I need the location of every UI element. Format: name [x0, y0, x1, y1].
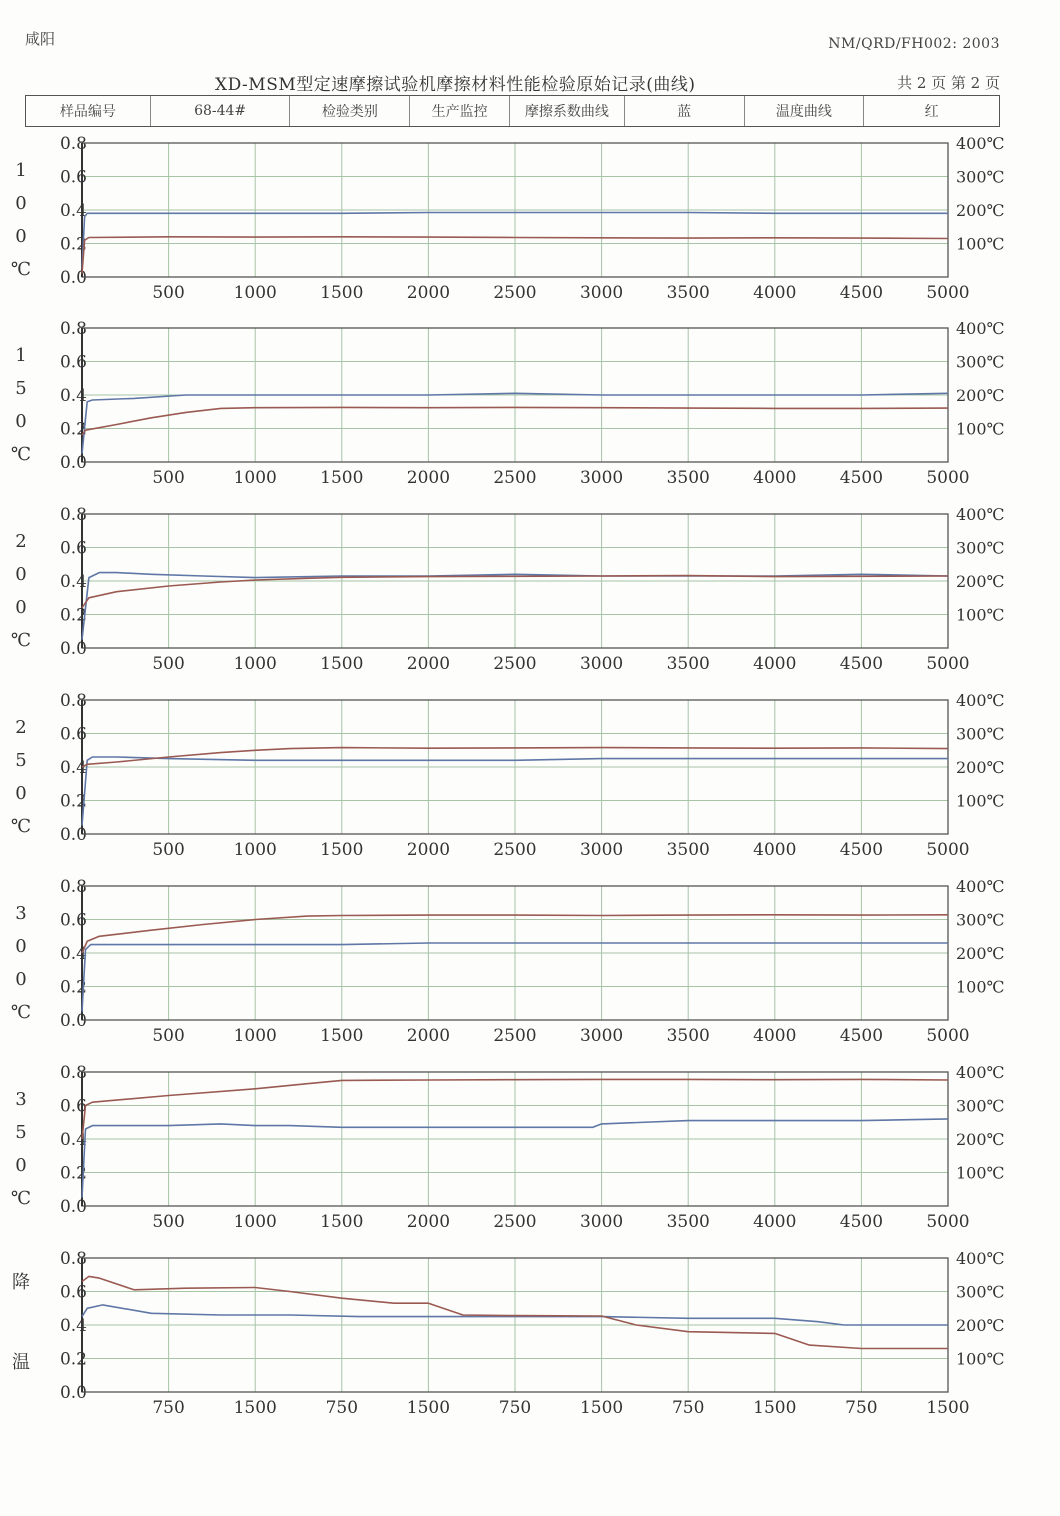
y-right-tick-label: 300℃ [956, 352, 1005, 372]
x-tick-label: 500 [152, 654, 185, 674]
chart-panel-5 [11, 1063, 1005, 1232]
y-left-tick-label: 0.2 [59, 605, 87, 626]
side-label-char: 0 [15, 1155, 27, 1176]
side-label-char: 温 [12, 1352, 30, 1373]
x-tick-label: 5000 [926, 468, 970, 488]
y-right-tick-label: 100℃ [956, 1349, 1005, 1369]
side-label-char: 5 [15, 378, 27, 399]
x-tick-label: 5000 [926, 654, 970, 674]
y-right-tick-label: 300℃ [956, 910, 1005, 930]
y-right-tick-label: 100℃ [956, 234, 1005, 254]
y-right-tick-label: 300℃ [956, 1096, 1005, 1116]
x-tick-label: 2000 [406, 654, 451, 674]
y-right-tick-label: 400℃ [956, 1063, 1005, 1082]
x-tick-label: 1500 [579, 1398, 624, 1418]
x-tick-label: 3500 [666, 654, 710, 674]
y-left-tick-label: 0.4 [59, 1130, 87, 1150]
y-left-tick-label: 0.8 [59, 505, 87, 525]
x-tick-label: 1500 [406, 1398, 451, 1418]
y-left-tick-label: 0.8 [59, 134, 87, 154]
x-tick-label: 1500 [753, 1398, 797, 1418]
y-left-tick-label: 0.8 [59, 319, 87, 339]
y-left-tick-label: 0.4 [59, 1316, 87, 1336]
page-title: XD-MSM型定速摩擦试验机摩擦材料性能检验原始记录(曲线) [215, 75, 696, 95]
info-cell-1: 68-44# [151, 96, 291, 126]
x-tick-label: 2000 [406, 1026, 451, 1046]
x-tick-label: 2500 [493, 468, 537, 488]
x-tick-label: 2500 [493, 654, 537, 674]
x-tick-label: 1500 [320, 1026, 364, 1046]
x-tick-label: 750 [325, 1398, 359, 1418]
side-label-char: 2 [15, 717, 27, 738]
x-tick-label: 1500 [320, 468, 364, 488]
x-tick-label: 5000 [926, 283, 970, 303]
x-tick-label: 2000 [406, 468, 451, 488]
x-tick-label: 1500 [320, 840, 364, 860]
side-label-char: 5 [15, 1122, 27, 1143]
side-label-char: ℃ [10, 444, 32, 465]
y-left-tick-label: 0.2 [59, 234, 87, 255]
x-tick-label: 1500 [320, 283, 364, 303]
y-left-tick-label: 0.0 [59, 639, 87, 659]
x-tick-label: 4500 [839, 840, 884, 860]
y-right-tick-label: 300℃ [956, 724, 1005, 744]
x-tick-label: 3000 [579, 654, 624, 674]
y-left-tick-label: 0.6 [59, 1282, 87, 1303]
x-tick-label: 2000 [406, 283, 451, 303]
y-right-tick-label: 100℃ [956, 419, 1005, 439]
side-label-char: ℃ [10, 1188, 32, 1209]
info-cell-6: 温度曲线 [745, 96, 865, 126]
x-tick-label: 1000 [233, 654, 277, 674]
x-tick-label: 4500 [839, 1212, 884, 1232]
x-tick-label: 3500 [666, 1212, 710, 1232]
y-right-tick-label: 300℃ [956, 538, 1005, 558]
info-cell-3: 生产监控 [410, 96, 510, 126]
y-right-tick-label: 100℃ [956, 977, 1005, 997]
y-right-tick-label: 400℃ [956, 877, 1005, 896]
x-tick-label: 3500 [666, 840, 710, 860]
x-tick-label: 1500 [320, 654, 364, 674]
x-tick-label: 750 [845, 1398, 878, 1418]
chart-panel-3 [11, 691, 1005, 860]
x-tick-label: 3000 [579, 1212, 624, 1232]
x-tick-label: 500 [152, 283, 185, 303]
y-left-tick-label: 0.2 [59, 1163, 87, 1184]
chart-panel-4 [11, 877, 1005, 1046]
x-tick-label: 500 [152, 1212, 185, 1232]
y-right-tick-label: 400℃ [956, 134, 1005, 153]
x-tick-label: 5000 [926, 1026, 970, 1046]
y-right-tick-label: 400℃ [956, 319, 1005, 338]
y-left-tick-label: 0.0 [59, 1383, 87, 1403]
side-label-char: 0 [15, 193, 27, 214]
x-tick-label: 2500 [493, 1026, 537, 1046]
info-cell-2: 检验类别 [290, 96, 410, 126]
x-tick-label: 500 [152, 840, 185, 860]
y-right-tick-label: 200℃ [956, 1130, 1005, 1149]
y-left-tick-label: 0.4 [59, 944, 87, 964]
y-left-tick-label: 0.6 [59, 724, 87, 745]
x-tick-label: 4000 [753, 654, 797, 674]
y-left-tick-label: 0.4 [59, 386, 87, 406]
y-right-tick-label: 400℃ [956, 1249, 1005, 1268]
page-info: 共 2 页 第 2 页 [897, 74, 1000, 92]
y-left-tick-label: 0.2 [59, 1349, 87, 1370]
y-left-tick-label: 0.6 [59, 538, 87, 559]
y-left-tick-label: 0.6 [59, 910, 87, 931]
x-tick-label: 4000 [753, 840, 797, 860]
x-tick-label: 4500 [839, 1026, 884, 1046]
x-tick-label: 3000 [579, 283, 624, 303]
x-tick-label: 4500 [839, 654, 884, 674]
side-label-char: ℃ [10, 816, 32, 837]
x-tick-label: 3500 [666, 468, 710, 488]
y-right-tick-label: 300℃ [956, 167, 1005, 187]
y-right-tick-label: 100℃ [956, 1163, 1005, 1183]
y-left-tick-label: 0.8 [59, 877, 87, 897]
x-tick-label: 1500 [233, 1398, 277, 1418]
side-label-char: 降 [12, 1272, 30, 1293]
city-label: 咸阳 [25, 30, 56, 48]
y-right-tick-label: 300℃ [956, 1282, 1005, 1302]
y-left-tick-label: 0.0 [59, 1011, 87, 1031]
chart-panel-0 [11, 134, 1005, 303]
side-label-char: 0 [15, 411, 27, 432]
y-left-tick-label: 0.2 [59, 977, 87, 998]
y-left-tick-label: 0.2 [59, 791, 87, 812]
y-left-tick-label: 0.4 [59, 758, 87, 778]
x-tick-label: 2500 [493, 840, 537, 860]
y-right-tick-label: 200℃ [956, 944, 1005, 963]
side-label-char: 1 [15, 160, 27, 181]
side-label-char: 3 [15, 903, 27, 924]
y-right-tick-label: 400℃ [956, 691, 1005, 710]
x-tick-label: 4000 [753, 468, 797, 488]
x-tick-label: 3500 [666, 283, 710, 303]
chart-panel-2 [11, 505, 1005, 674]
x-tick-label: 2000 [406, 1212, 451, 1232]
y-right-tick-label: 400℃ [956, 505, 1005, 524]
side-label-char: 2 [15, 531, 27, 552]
document-number: NM/QRD/FH002: 2003 [828, 36, 1000, 52]
x-tick-label: 3500 [666, 1026, 710, 1046]
x-tick-label: 1500 [320, 1212, 364, 1232]
y-left-tick-label: 0.0 [59, 268, 87, 288]
side-label-char: 0 [15, 783, 27, 804]
x-tick-label: 500 [152, 1026, 185, 1046]
info-cell-7: 红 [924, 104, 939, 120]
chart-panel-1 [11, 319, 1005, 488]
y-left-tick-label: 0.6 [59, 167, 87, 188]
y-left-tick-label: 0.0 [59, 825, 87, 845]
x-tick-label: 2500 [493, 1212, 537, 1232]
x-tick-label: 1000 [233, 840, 277, 860]
x-tick-label: 1000 [233, 283, 277, 303]
info-cell-5: 蓝 [625, 96, 745, 126]
y-right-tick-label: 200℃ [956, 572, 1005, 591]
x-tick-label: 2000 [406, 840, 451, 860]
x-tick-label: 5000 [926, 1212, 970, 1232]
side-label-char: 0 [15, 597, 27, 618]
x-tick-label: 750 [152, 1398, 185, 1418]
y-left-tick-label: 0.0 [59, 1197, 87, 1217]
side-label-char: 3 [15, 1089, 27, 1110]
y-left-tick-label: 0.8 [59, 691, 87, 711]
x-tick-label: 1500 [926, 1398, 970, 1418]
side-label-char: 0 [15, 226, 27, 247]
y-left-tick-label: 0.0 [59, 453, 87, 473]
x-tick-label: 3000 [579, 840, 624, 860]
y-left-tick-label: 0.2 [59, 419, 87, 440]
info-cell-0: 样品编号 [26, 96, 151, 126]
y-left-tick-label: 0.6 [59, 352, 87, 373]
x-tick-label: 750 [671, 1398, 705, 1418]
side-label-char: ℃ [10, 1002, 32, 1023]
x-tick-label: 1000 [233, 468, 277, 488]
y-right-tick-label: 100℃ [956, 791, 1005, 811]
x-tick-label: 4500 [839, 283, 884, 303]
side-label-char: 1 [15, 345, 27, 366]
side-label-char: 0 [15, 936, 27, 957]
side-label-char: 0 [15, 969, 27, 990]
x-tick-label: 1000 [233, 1026, 277, 1046]
x-tick-label: 4000 [753, 1026, 797, 1046]
x-tick-label: 3000 [579, 468, 624, 488]
side-label-char: ℃ [10, 259, 32, 280]
y-right-tick-label: 200℃ [956, 1316, 1005, 1335]
y-left-tick-label: 0.8 [59, 1249, 87, 1269]
x-tick-label: 4000 [753, 283, 797, 303]
y-left-tick-label: 0.6 [59, 1096, 87, 1117]
x-tick-label: 4000 [753, 1212, 797, 1232]
y-left-tick-label: 0.4 [59, 572, 87, 592]
y-right-tick-label: 100℃ [956, 605, 1005, 625]
x-tick-label: 4500 [839, 468, 884, 488]
chart-panel-6 [12, 1249, 1004, 1418]
x-tick-label: 3000 [579, 1026, 624, 1046]
info-cell-4: 摩擦系数曲线 [510, 96, 625, 126]
side-label-char: 5 [15, 750, 27, 771]
x-tick-label: 750 [498, 1398, 532, 1418]
side-label-char: ℃ [10, 630, 32, 651]
x-tick-label: 500 [152, 468, 185, 488]
y-right-tick-label: 200℃ [956, 201, 1005, 220]
y-left-tick-label: 0.8 [59, 1063, 87, 1083]
x-tick-label: 5000 [926, 840, 970, 860]
y-left-tick-label: 0.4 [59, 201, 87, 221]
side-label-char: 0 [15, 564, 27, 585]
y-right-tick-label: 200℃ [956, 758, 1005, 777]
x-tick-label: 2500 [493, 283, 537, 303]
x-tick-label: 1000 [233, 1212, 277, 1232]
y-right-tick-label: 200℃ [956, 386, 1005, 405]
